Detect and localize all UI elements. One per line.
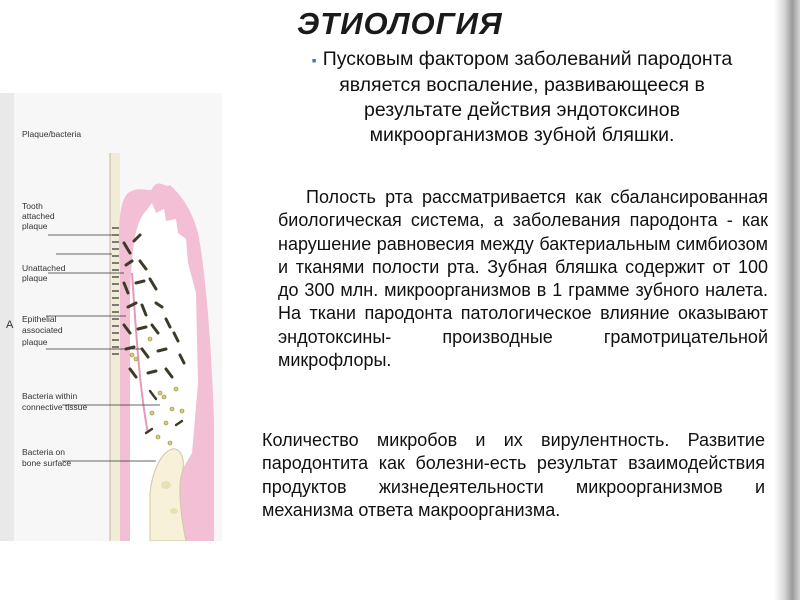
label-tooth-line3: plaque — [22, 221, 48, 231]
label-tooth-line1: Tooth — [22, 201, 43, 211]
label-epithelial-line3: plaque — [22, 337, 48, 347]
label-bone-line2: bone surface — [22, 458, 72, 468]
slide-edge-shadow — [774, 0, 800, 600]
label-unattached-line1: Unattached — [22, 263, 66, 273]
label-plaque-bacteria: Plaque/bacteria — [22, 129, 82, 139]
bullet-square-icon: ▪ — [311, 52, 317, 68]
periodontal-pocket-figure — [0, 93, 222, 541]
label-tooth-line2: attached — [22, 211, 55, 221]
label-connective-line1: Bacteria within — [22, 391, 78, 401]
label-bone-line1: Bacteria on — [22, 447, 65, 457]
bullet-text: Пусковым фактором заболеваний пародонта является воспаление, развивающееся в результате действия эндотоксинов микроорганизмов зубной бляшки. — [322, 48, 733, 146]
bullet-point — [310, 47, 734, 148]
label-epithelial-line2: associated — [22, 325, 63, 335]
label-panel-letter: A — [6, 319, 14, 331]
label-unattached-line2: plaque — [22, 273, 48, 283]
paragraph-microbes: Количество микробов и их вирулентность. Развитие пародонтита как болезни-есть результат взаимодействия продуктов жизнедеятельности микроорганизмов и механизма ответа макроорганизма. — [262, 430, 765, 520]
label-connective-line2: connective tissue — [22, 402, 88, 412]
slide-title: ЭТИОЛОГИЯ — [297, 6, 503, 41]
paragraph-oral-cavity: Полость рта рассматривается как сбалансированная биологическая система, а заболевания пародонта - как нарушение равновесия между бактериальным симбиозом и тканями полости рта. Зубная бляшка содержит от 100 до 300 млн. микроорганизмов в 1 грамме зубного налета. На ткани пародонта патологическое влияние оказывают эндотоксины- производные грамотрицательной микрофлоры. — [278, 187, 768, 371]
label-epithelial-line1: Epithelial — [22, 314, 57, 324]
